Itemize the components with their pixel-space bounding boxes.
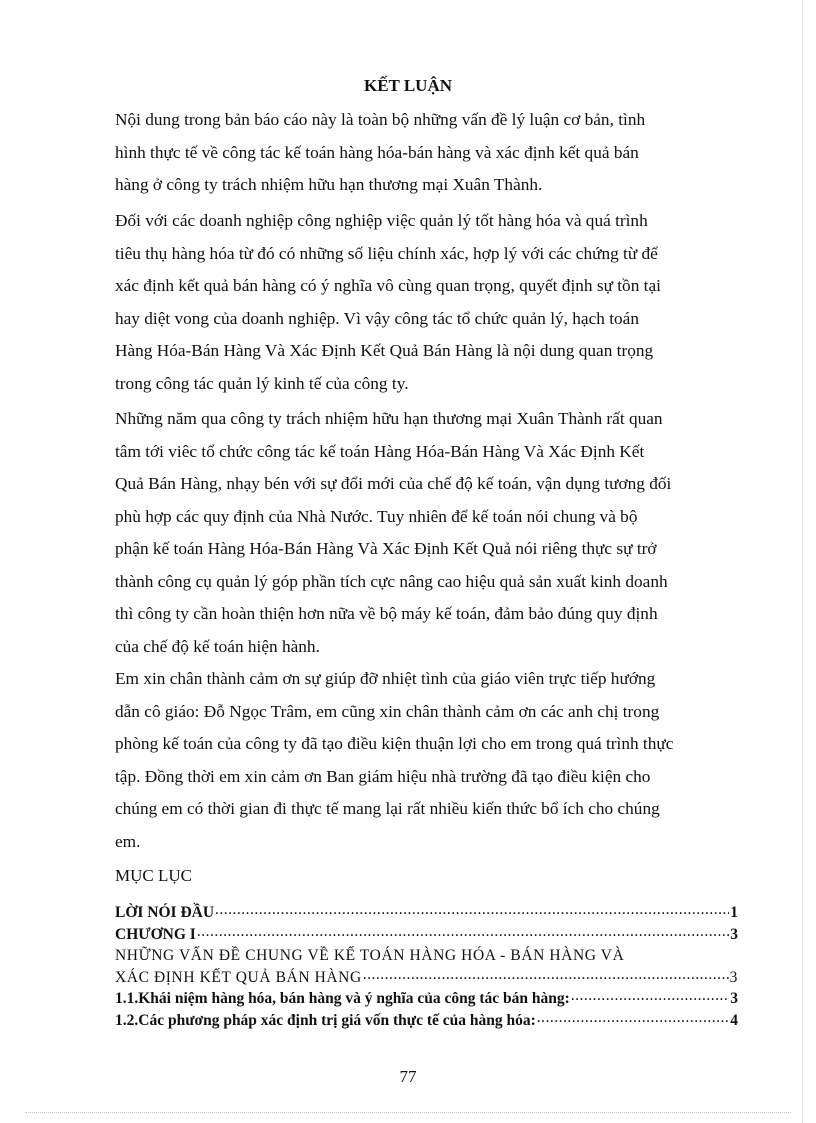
- text-line: Hàng Hóa-Bán Hàng Và Xác Định Kết Quả Bán Hàng là nội dung quan trọng: [115, 341, 654, 360]
- text-line: hay diệt vong của doanh nghiệp. Vì vậy công tác tổ chức quản lý, hạch toán: [115, 308, 639, 328]
- text-line: phù hợp các quy định của Nhà Nước. Tuy nhiên để kế toán nói chung và bộ: [115, 506, 638, 526]
- table-of-contents: [115, 902, 738, 1031]
- text-line: dẫn cô giáo: Đỗ Ngọc Trâm, em cũng xin chân thành cảm ơn các anh chị trong: [115, 701, 660, 721]
- toc-leader-dots: [537, 1010, 729, 1029]
- toc-entry[interactable]: [115, 967, 738, 989]
- text-line: tâm tới viêc tổ chức công tác kế toán Hàng Hóa-Bán Hàng Và Xác Định Kết: [115, 441, 645, 461]
- toc-entry-page: 3: [730, 990, 738, 1007]
- toc-entry-title: CHƯƠNG I: [115, 925, 196, 943]
- text-line: Em xin chân thành cảm ơn sự giúp đỡ nhiệt tình của giáo viên trực tiếp hướng: [115, 669, 656, 688]
- text-line: em.: [115, 831, 141, 851]
- page-title: KẾT LUẬN: [363, 76, 452, 95]
- toc-heading: MỤC LỤC: [115, 866, 192, 885]
- text-line: hàng ở công ty trách nhiệm hữu hạn thương mại Xuân Thành.: [115, 175, 543, 194]
- toc-entry[interactable]: [115, 1010, 738, 1032]
- toc-entry-title: NHỮNG VẤN ĐỀ CHUNG VỀ KẾ TOÁN HÀNG HÓA - BÁN HÀNG VÀ: [115, 947, 625, 964]
- text-line: tiêu thụ hàng hóa từ đó có những số liệu chính xác, hợp lý với các chứng từ để: [115, 243, 658, 263]
- text-line: xác định kết quả bán hàng có ý nghĩa vô cùng quan trọng, quyết định sự tồn tại: [115, 276, 661, 295]
- text-line: thành công cụ quản lý góp phần tích cực nâng cao hiệu quả sản xuất kinh doanh: [115, 571, 668, 591]
- toc-entry-page: 1: [730, 904, 738, 921]
- paragraph-3: [115, 403, 755, 663]
- toc-leader-dots: [363, 967, 729, 986]
- paragraph-2: [115, 205, 755, 400]
- toc-entry-title: XÁC ĐỊNH KẾT QUẢ BÁN HÀNG: [115, 968, 362, 986]
- text-line: hình thực tế về công tác kế toán hàng hóa-bán hàng và xác định kết quả bán: [115, 142, 639, 162]
- text-line: Nội dung trong bản báo cáo này là toàn bộ những vấn đề lý luận cơ bản, tình: [115, 110, 646, 129]
- text-line: của chế độ kế toán hiện hành.: [115, 636, 320, 656]
- toc-entry-page: 4: [730, 1011, 738, 1029]
- toc-entry[interactable]: [115, 945, 738, 967]
- toc-entry[interactable]: [115, 988, 738, 1010]
- page-number: 77: [399, 1067, 417, 1086]
- page-bottom-border: [25, 1112, 791, 1113]
- text-line: thì công ty cần hoàn thiện hơn nữa về bộ máy kế toán, đảm bảo đúng quy định: [115, 604, 658, 623]
- toc-entry[interactable]: [115, 924, 738, 946]
- paragraph-1: [115, 104, 755, 202]
- toc-leader-dots: [197, 924, 729, 943]
- toc-leader-dots: [571, 988, 729, 1007]
- text-line: phận kế toán Hàng Hóa-Bán Hàng Và Xác Định Kết Quả nói riêng thực sự trở: [115, 539, 657, 558]
- text-line: trong công tác quản lý kinh tế của công ty.: [115, 373, 409, 393]
- text-line: tập. Đồng thời em xin cảm ơn Ban giám hiệu nhà trường đã tạo điều kiện cho: [115, 766, 651, 786]
- text-line: Đối với các doanh nghiệp công nghiệp việc quản lý tốt hàng hóa và quá trình: [115, 211, 648, 230]
- toc-entry[interactable]: [115, 902, 738, 924]
- text-line: phòng kế toán của công ty đã tạo điều kiện thuận lợi cho em trong quá trình thực: [115, 734, 674, 753]
- toc-entry-title: LỜI NÓI ĐẦU: [115, 904, 215, 921]
- toc-entry-title: 1.2.Các phương pháp xác định trị giá vốn thực tế của hàng hóa:: [115, 1011, 536, 1029]
- text-line: Những năm qua công ty trách nhiệm hữu hạn thương mại Xuân Thành rất quan: [115, 409, 663, 428]
- toc-entry-page: 3: [730, 925, 738, 943]
- toc-entry-page: 3: [729, 968, 738, 986]
- toc-leader-dots: [215, 902, 729, 921]
- paragraph-4: [115, 663, 755, 858]
- text-line: chúng em có thời gian đi thực tế mang lại rất nhiều kiến thức bổ ích cho chúng: [115, 799, 660, 818]
- toc-entry-title: 1.1.Khái niệm hàng hóa, bán hàng và ý nghĩa của công tác bán hàng:: [115, 990, 570, 1007]
- text-line: Quả Bán Hàng, nhạy bén với sự đổi mới của chế độ kế toán, vận dụng tương đối: [115, 474, 672, 493]
- page-right-border: [802, 0, 803, 1123]
